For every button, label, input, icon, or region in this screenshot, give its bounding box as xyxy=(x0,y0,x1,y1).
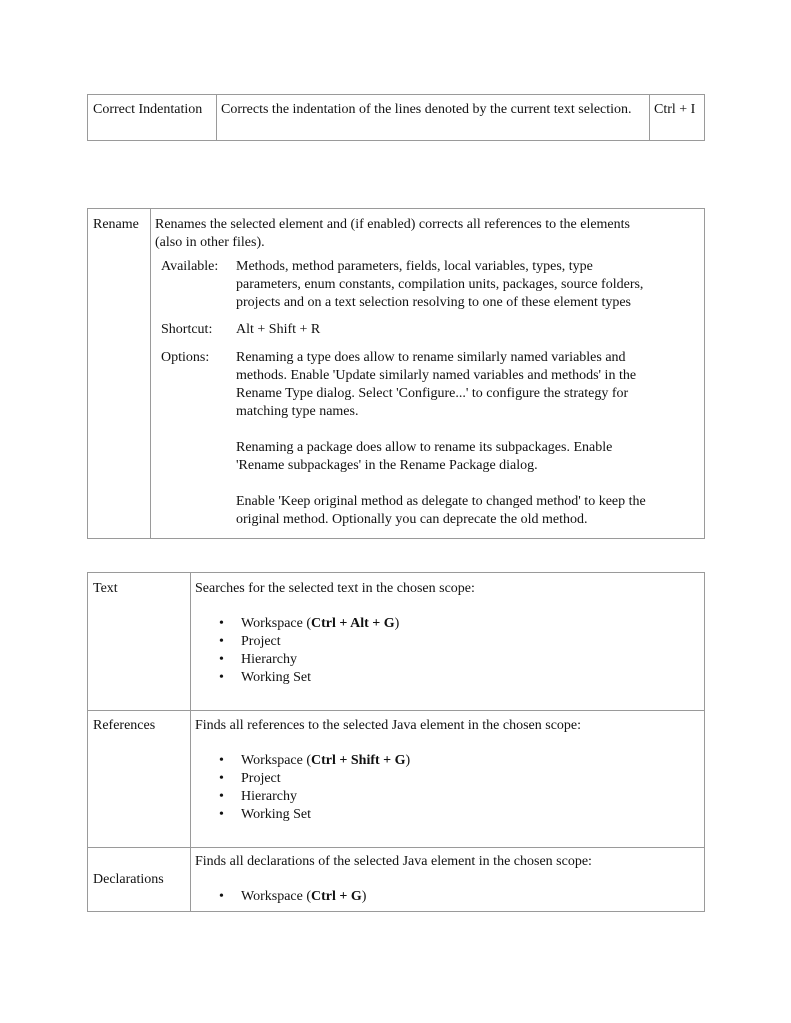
shortcut-keys: Ctrl + Alt + G xyxy=(311,616,395,631)
correct-indentation-table xyxy=(87,94,705,141)
command-cell xyxy=(88,848,191,912)
bullet: • xyxy=(219,789,224,804)
description-cell xyxy=(191,573,705,711)
scope-list xyxy=(191,888,704,906)
command-description: Finds all declarations of the selected Java element in the chosen scope: xyxy=(195,854,592,869)
list-item: • Hierarchy xyxy=(219,652,297,667)
options-paragraph: Enable 'Keep original method as delegate to changed method' to keep the original method. Optionally you can deprecate the old method. xyxy=(236,494,646,527)
rename-description xyxy=(155,216,695,252)
options-row xyxy=(161,349,701,529)
available-row xyxy=(161,258,701,312)
command-description: Searches for the selected text in the chosen scope: xyxy=(195,581,475,596)
list-item: • Workspace (Ctrl + Alt + G) xyxy=(219,616,400,631)
command-shortcut: Ctrl + I xyxy=(654,102,696,117)
command-cell xyxy=(88,209,151,539)
scope-list xyxy=(191,752,704,824)
command-cell xyxy=(88,711,191,848)
options-label: Options: xyxy=(161,350,210,365)
shortcut-keys: Ctrl + Shift + G xyxy=(311,753,406,768)
shortcut-keys: Ctrl + G xyxy=(311,889,362,904)
list-item: • Working Set xyxy=(219,670,312,685)
scope-list xyxy=(191,615,704,687)
bullet: • xyxy=(219,670,224,685)
bullet: • xyxy=(219,616,224,631)
description-line: Renames the selected element and (if enabled) corrects all references to the elements xyxy=(155,217,630,232)
rename-table xyxy=(87,208,705,539)
bullet: • xyxy=(219,807,224,822)
bullet: • xyxy=(219,771,224,786)
description-cell xyxy=(191,711,705,848)
available-label: Available: xyxy=(161,259,219,274)
command-name: Declarations xyxy=(93,871,164,887)
shortcut-value: Alt + Shift + R xyxy=(236,322,321,337)
available-text: Methods, method parameters, fields, local variables, types, type parameters, enum constants, compilation units, packages, source folders, projects and on a text selection resolving to one of these element types xyxy=(236,259,644,310)
command-cell xyxy=(88,95,217,141)
options-paragraph: Renaming a package does allow to rename its subpackages. Enable 'Rename subpackages' in the Rename Package dialog. xyxy=(236,440,613,473)
list-item: • Hierarchy xyxy=(219,789,297,804)
shortcut-label: Shortcut: xyxy=(161,322,213,337)
list-item: • Working Set xyxy=(219,807,312,822)
bullet: • xyxy=(219,889,224,904)
command-cell xyxy=(88,573,191,711)
table-row xyxy=(88,848,705,912)
table-row xyxy=(88,711,705,848)
command-name: References xyxy=(93,718,156,733)
bullet: • xyxy=(219,652,224,667)
bullet: • xyxy=(219,753,224,768)
command-name: Correct Indentation xyxy=(93,102,203,117)
command-name: Rename xyxy=(93,217,139,232)
list-item: • Workspace (Ctrl + G) xyxy=(219,889,367,904)
bullet: • xyxy=(219,634,224,649)
description-cell xyxy=(217,95,650,141)
search-table xyxy=(87,572,705,912)
list-item: • Project xyxy=(219,634,281,649)
command-name: Text xyxy=(93,581,118,596)
description-cell xyxy=(151,209,705,539)
table-row xyxy=(88,95,705,141)
list-item: • Project xyxy=(219,771,281,786)
list-item: • Workspace (Ctrl + Shift + G) xyxy=(219,753,411,768)
description-line: (also in other files). xyxy=(155,235,265,250)
options-text xyxy=(236,349,701,529)
shortcut-row xyxy=(161,321,701,339)
options-paragraph: Renaming a type does allow to rename similarly named variables and methods. Enable 'Update similarly named variables and methods' in the Rename Type dialog. Select 'Configure...' to configure the strategy for matching type names. xyxy=(236,350,637,419)
command-description: Finds all references to the selected Java element in the chosen scope: xyxy=(195,718,582,733)
shortcut-cell xyxy=(650,95,705,141)
table-row xyxy=(88,573,705,711)
table-row xyxy=(88,209,705,539)
command-description: Corrects the indentation of the lines denoted by the current text selection. xyxy=(221,102,632,117)
description-cell xyxy=(191,848,705,912)
